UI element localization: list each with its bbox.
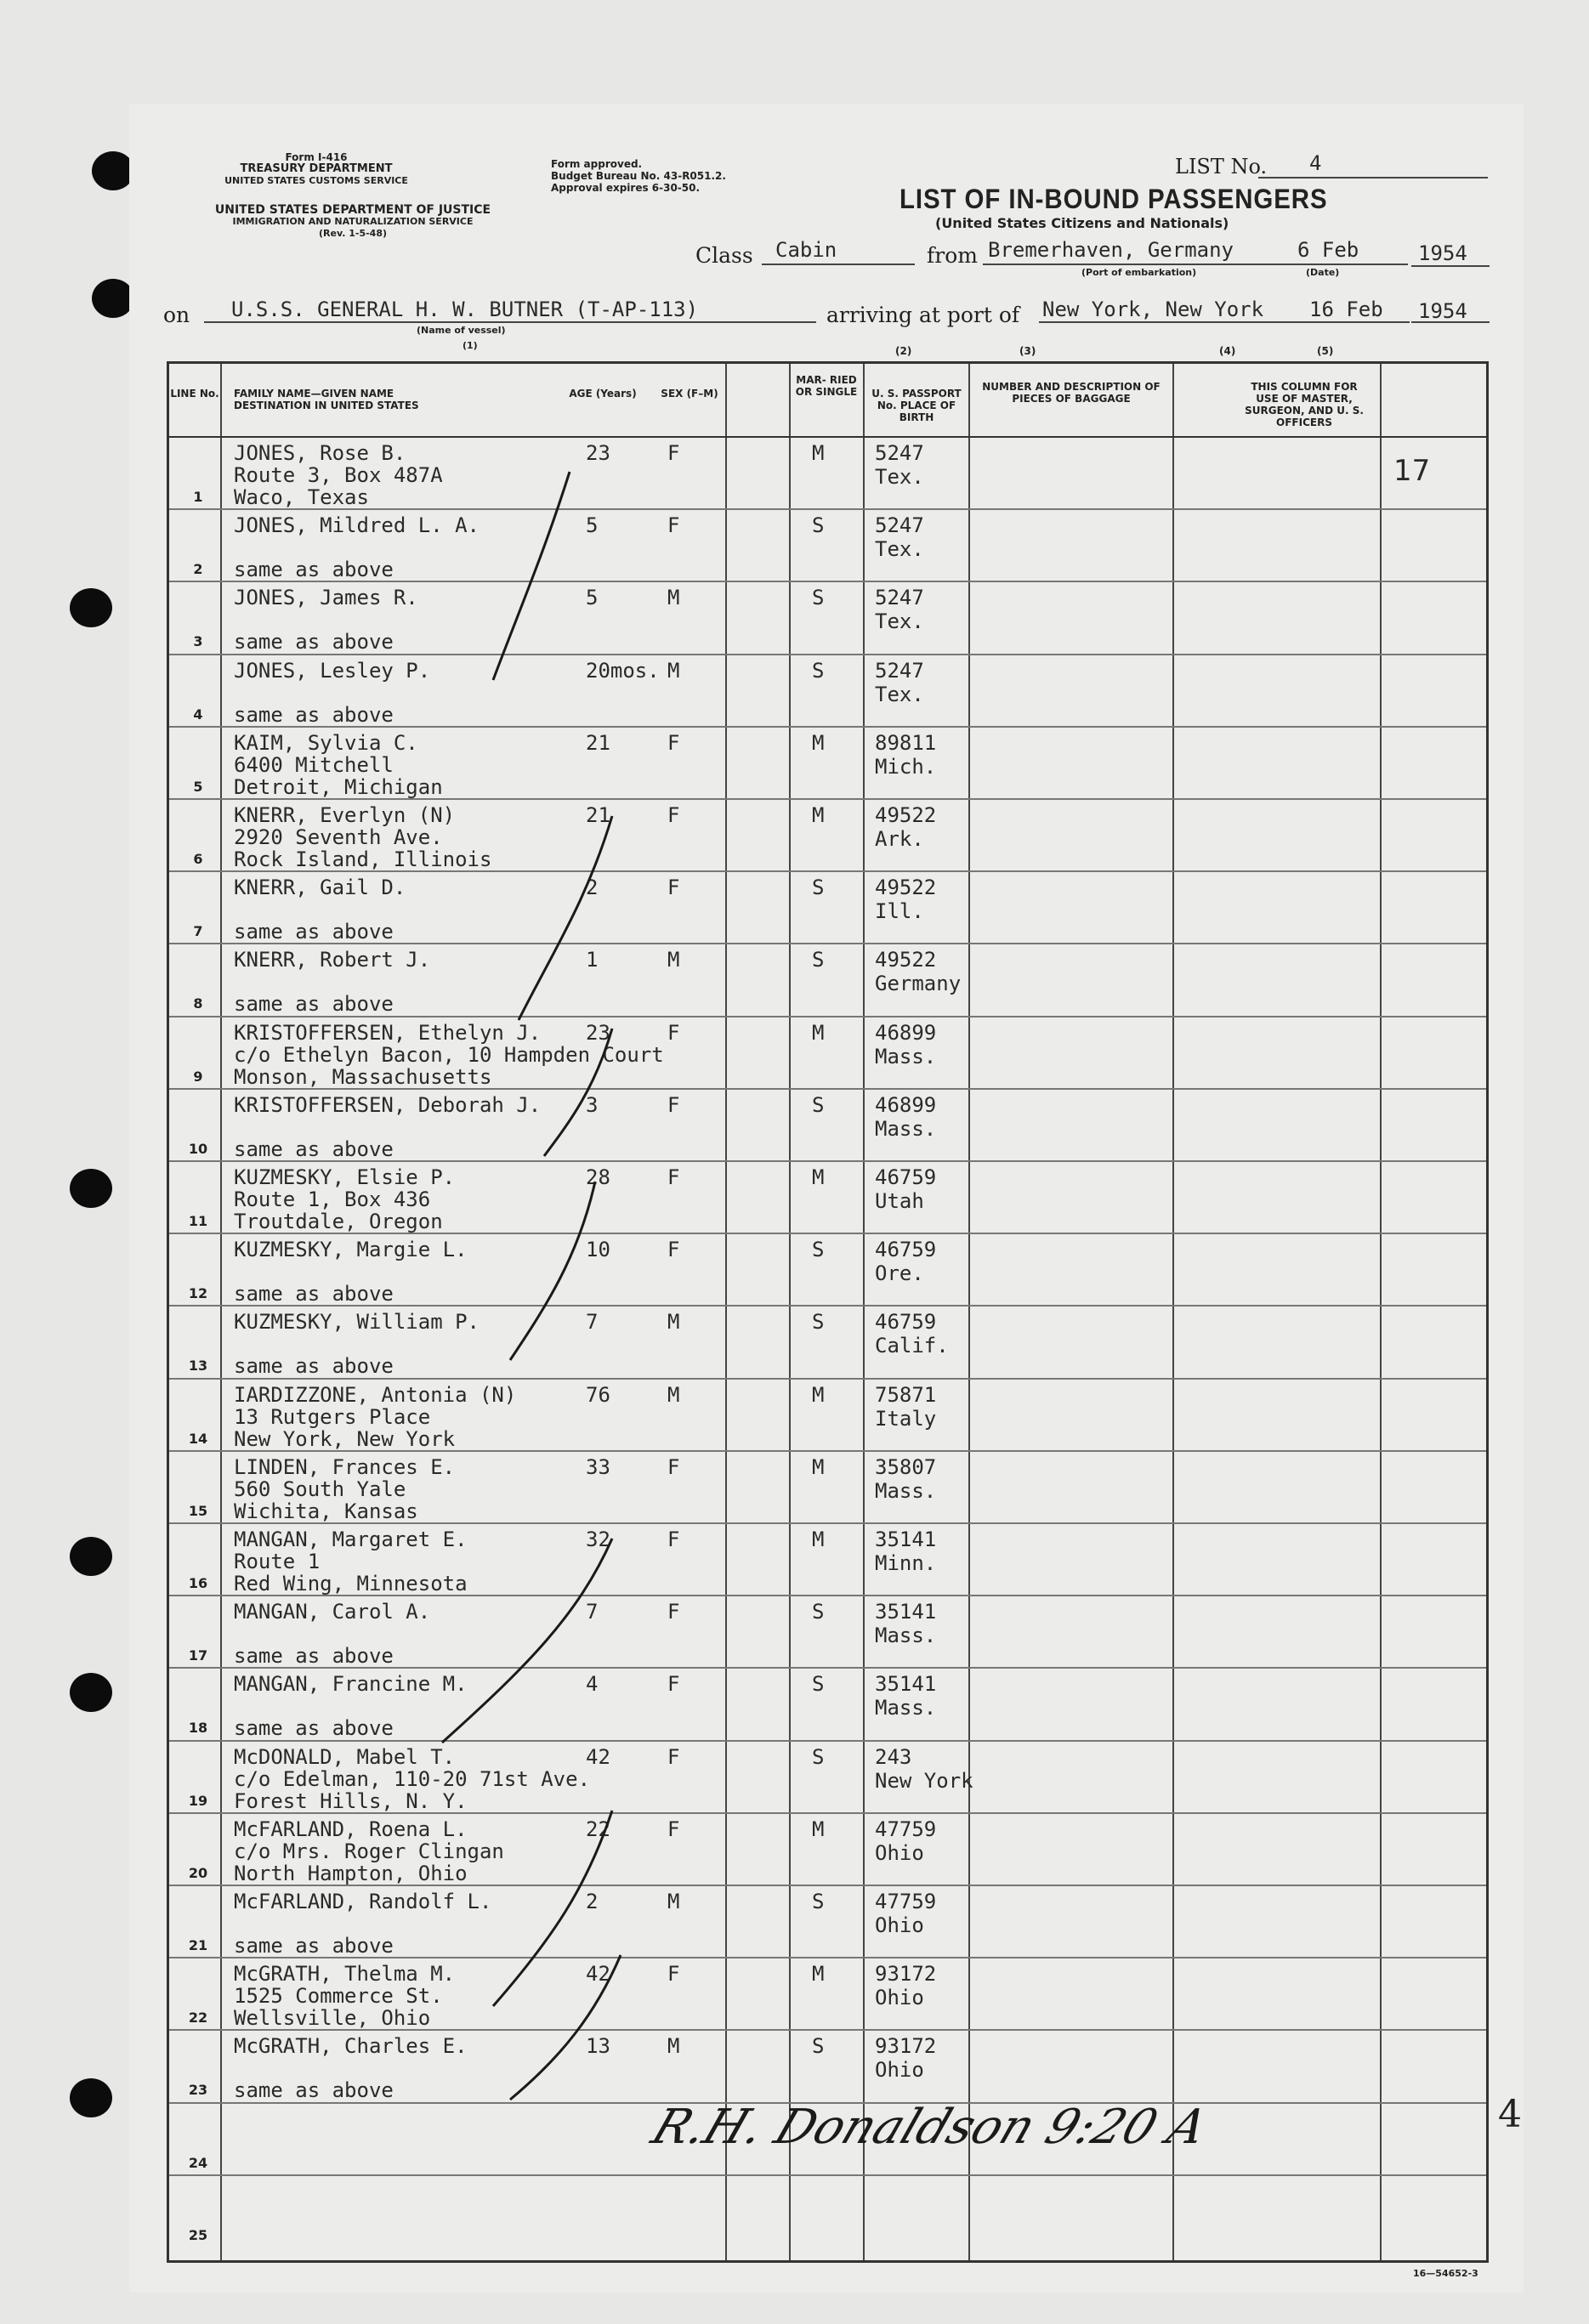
passenger-name: KNERR, Gail D. — [234, 876, 406, 900]
line-number: 21 — [188, 1937, 208, 1953]
marital-status: S — [812, 1092, 825, 1117]
place-of-birth: Mass. — [875, 1696, 937, 1720]
class-underline — [762, 264, 915, 265]
passenger-name: LINDEN, Frances E. — [234, 1454, 456, 1479]
passenger-name: MANGAN, Francine M. — [234, 1672, 468, 1697]
address-line-2: same as above — [234, 920, 394, 944]
header-line-no: LINE No. — [170, 388, 219, 400]
place-of-birth: Utah — [875, 1189, 924, 1213]
footer-code: 16—54652-3 — [1413, 2268, 1478, 2279]
passport-no: 93172 — [875, 1962, 937, 1987]
marital-status: S — [812, 948, 825, 972]
row-rule — [169, 870, 1486, 872]
binder-hole — [92, 151, 134, 190]
line-number: 7 — [193, 923, 203, 940]
place-of-birth: Mich. — [875, 754, 937, 779]
sex: F — [667, 1672, 680, 1697]
place-of-birth: Ark. — [875, 827, 924, 851]
marital-status: M — [812, 441, 825, 465]
header-rule — [169, 436, 1486, 438]
age: 76 — [586, 1382, 610, 1407]
date-caption: (Date) — [1306, 267, 1340, 278]
place-of-birth: Italy — [875, 1406, 937, 1431]
age: 7 — [586, 1600, 599, 1624]
passport-no: 47759 — [875, 1817, 937, 1841]
line-number: 24 — [188, 2154, 208, 2171]
age: 2 — [586, 1890, 599, 1913]
col-divider — [863, 364, 865, 2260]
row-rule — [169, 1667, 1486, 1669]
marital-status: M — [812, 1817, 825, 1841]
age: 32 — [586, 1528, 610, 1551]
age: 10 — [586, 1238, 610, 1262]
col-divider — [1380, 364, 1382, 2260]
passport-no: 49522 — [875, 876, 937, 900]
marital-status: S — [812, 876, 825, 900]
sex: M — [667, 658, 680, 683]
marital-status: S — [812, 586, 825, 610]
line-number: 2 — [193, 561, 203, 578]
age: 23 — [586, 441, 610, 465]
row-rule — [169, 1957, 1486, 1958]
passenger-name: McFARLAND, Randolf L. — [234, 1890, 492, 1913]
address-line-2: same as above — [234, 2078, 394, 2103]
approval-note: Form approved. — [551, 158, 643, 170]
passenger-name: IARDIZZONE, Antonia (N) — [234, 1382, 517, 1407]
passenger-name: McGRATH, Thelma M. — [234, 1962, 456, 1987]
approval-expires: Approval expires 6-30-50. — [551, 182, 701, 194]
year2-underline — [1411, 321, 1490, 323]
line-number: 5 — [193, 778, 203, 795]
line-number: 15 — [188, 1502, 208, 1519]
passenger-name: McGRATH, Charles E. — [234, 2034, 468, 2059]
marital-status: S — [812, 2034, 825, 2059]
address-line-1: 2920 Seventh Ave. — [234, 825, 443, 849]
sex: F — [667, 1165, 680, 1189]
row-rule — [169, 1305, 1486, 1307]
address-line-2: New York, New York — [234, 1426, 456, 1451]
age: 22 — [586, 1817, 610, 1841]
passport-no: 46759 — [875, 1165, 937, 1189]
inspector-signature: R.H. Donaldson 9:20 A — [644, 2100, 1215, 2155]
passenger-name: KRISTOFFERSEN, Deborah J. — [234, 1092, 542, 1117]
place-of-birth: Calif. — [875, 1334, 949, 1358]
row-rule — [169, 2029, 1486, 2031]
address-line-2: North Hampton, Ohio — [234, 1861, 468, 1885]
row-rule — [169, 726, 1486, 728]
port-caption: (Port of embarkation) — [1081, 267, 1197, 278]
age: 28 — [586, 1165, 610, 1189]
arrival-port: New York, New York — [1042, 298, 1264, 321]
passenger-name: JONES, Mildred L. A. — [234, 513, 480, 538]
sex: F — [667, 1238, 680, 1262]
doj-name: UNITED STATES DEPARTMENT OF JUSTICE — [214, 203, 491, 217]
passenger-name: JONES, Lesley P. — [234, 658, 431, 683]
on-label: on — [163, 303, 190, 327]
passenger-name: KNERR, Robert J. — [234, 948, 431, 972]
place-of-birth: Mass. — [875, 1116, 937, 1141]
address-line-1: Route 1, Box 436 — [234, 1188, 431, 1211]
age: 2 — [586, 876, 599, 900]
officer-count: 17 — [1393, 454, 1431, 488]
row-rule — [169, 1450, 1486, 1452]
list-no-label: LIST No. — [1175, 155, 1268, 179]
address-line-2: same as above — [234, 1282, 394, 1307]
passport-no: 75871 — [875, 1382, 937, 1407]
row-rule — [169, 1088, 1486, 1090]
sex: F — [667, 1092, 680, 1117]
col-num-5: (5) — [1317, 345, 1334, 357]
marital-status: M — [812, 1382, 825, 1407]
address-line-1: 560 South Yale — [234, 1477, 406, 1501]
address-line-2: same as above — [234, 1644, 394, 1669]
place-of-birth: Ohio — [875, 1986, 924, 2010]
passport-no: 89811 — [875, 730, 937, 755]
age: 21 — [586, 730, 610, 755]
line-number: 1 — [193, 489, 203, 505]
address-line-2: Wellsville, Ohio — [234, 2006, 431, 2031]
marital-status: S — [812, 658, 825, 683]
row-rule — [169, 1740, 1486, 1742]
sex: M — [667, 1310, 680, 1335]
address-line-2: same as above — [234, 992, 394, 1017]
age: 23 — [586, 1020, 610, 1045]
passport-no: 35807 — [875, 1454, 937, 1479]
port-of-embarkation: Bremerhaven, Germany — [988, 238, 1234, 262]
header-sex: SEX (F–M) — [661, 388, 718, 400]
row-rule — [169, 1522, 1486, 1524]
page-mark: 4 — [1498, 2093, 1522, 2136]
embark-year: 1954 — [1418, 241, 1467, 265]
from-label: from — [927, 243, 978, 268]
passport-no: 46759 — [875, 1310, 937, 1335]
passport-no: 93172 — [875, 2034, 937, 2059]
list-no-underline — [1258, 177, 1488, 179]
line-number: 6 — [193, 851, 203, 867]
marital-status: S — [812, 1600, 825, 1624]
line-number: 9 — [193, 1068, 203, 1085]
col-num-4: (4) — [1219, 345, 1236, 357]
row-rule — [169, 654, 1486, 655]
row-rule — [169, 1885, 1486, 1886]
passport-no: 46759 — [875, 1238, 937, 1262]
age: 33 — [586, 1454, 610, 1479]
binder-hole — [70, 2078, 112, 2117]
row-rule — [169, 1160, 1486, 1162]
sex: F — [667, 876, 680, 900]
age: 42 — [586, 1962, 610, 1987]
line-number: 22 — [188, 2009, 208, 2026]
marital-status: S — [812, 1310, 825, 1335]
ins-name: IMMIGRATION AND NATURALIZATION SERVICE — [232, 216, 474, 227]
embarkation-date: 6 Feb — [1297, 238, 1359, 262]
age: 1 — [586, 948, 599, 972]
address-line-1: c/o Edelman, 110-20 71st Ave. — [234, 1766, 591, 1791]
col-num-3: (3) — [1019, 345, 1036, 357]
sex: F — [667, 1962, 680, 1987]
line-number: 18 — [188, 1720, 208, 1737]
binder-hole — [92, 279, 134, 318]
row-rule — [169, 2174, 1486, 2176]
sex: F — [667, 441, 680, 465]
column-1-number: (1) — [463, 340, 478, 351]
address-line-2: Red Wing, Minnesota — [234, 1572, 468, 1596]
approval-block — [551, 158, 789, 194]
row-rule — [169, 1016, 1486, 1017]
embark-underline — [983, 264, 1408, 265]
row-rule — [169, 1378, 1486, 1380]
doj-block — [153, 204, 553, 240]
address-line-2: Forest Hills, N. Y. — [234, 1788, 468, 1813]
line-number: 11 — [188, 1213, 208, 1229]
place-of-birth: Tex. — [875, 609, 924, 634]
address-line-2: same as above — [234, 630, 394, 655]
address-line-2: same as above — [234, 1934, 394, 1958]
document-title: LIST OF IN-BOUND PASSENGERS — [899, 184, 1328, 214]
place-of-birth: Tex. — [875, 537, 924, 562]
place-of-birth: Tex. — [875, 465, 924, 489]
marital-status: M — [812, 803, 825, 827]
document-subtitle: (United States Citizens and Nationals) — [935, 215, 1229, 231]
age: 20mos. — [586, 658, 660, 683]
passenger-name: KRISTOFFERSEN, Ethelyn J. — [234, 1020, 542, 1045]
place-of-birth: Mass. — [875, 1624, 937, 1648]
sex: F — [667, 1600, 680, 1624]
row-rule — [169, 581, 1486, 582]
passenger-name: MANGAN, Carol A. — [234, 1600, 431, 1624]
sex: M — [667, 948, 680, 972]
customs-service: UNITED STATES CUSTOMS SERVICE — [224, 175, 408, 186]
sex: M — [667, 586, 680, 610]
binder-hole — [70, 1537, 112, 1576]
header-passport: U. S. PASSPORT No. PLACE OF BIRTH — [871, 388, 962, 423]
arrival-date: 16 Feb — [1309, 298, 1383, 321]
line-number: 8 — [193, 995, 203, 1012]
passport-no: 243 — [875, 1744, 912, 1769]
row-rule — [169, 943, 1486, 944]
row-rule — [169, 1812, 1486, 1814]
sex: F — [667, 730, 680, 755]
marital-status: S — [812, 1238, 825, 1262]
passport-no: 35141 — [875, 1600, 937, 1624]
passport-no: 47759 — [875, 1890, 937, 1913]
col-num-2: (2) — [895, 345, 912, 357]
sex: F — [667, 1020, 680, 1045]
place-of-birth: Tex. — [875, 682, 924, 706]
form-id-block — [223, 151, 410, 187]
address-line-2: Wichita, Kansas — [234, 1499, 418, 1523]
passport-no: 49522 — [875, 803, 937, 827]
passenger-name: KUZMESKY, William P. — [234, 1310, 480, 1335]
sex: F — [667, 1744, 680, 1769]
vessel-caption: (Name of vessel) — [417, 325, 506, 336]
sex: M — [667, 2034, 680, 2059]
marital-status: S — [812, 1672, 825, 1697]
col-divider — [1172, 364, 1174, 2260]
address-line-1: Route 1 — [234, 1550, 321, 1573]
address-line-1: 13 Rutgers Place — [234, 1404, 431, 1429]
row-rule — [169, 1595, 1486, 1596]
line-number: 25 — [188, 2226, 208, 2243]
place-of-birth: Ohio — [875, 2058, 924, 2083]
line-number: 4 — [193, 706, 203, 723]
place-of-birth: Ill. — [875, 899, 924, 924]
row-rule — [169, 1233, 1486, 1234]
line-number: 17 — [188, 1647, 208, 1664]
marital-status: M — [812, 730, 825, 755]
age: 21 — [586, 803, 610, 827]
passenger-name: MANGAN, Margaret E. — [234, 1528, 468, 1551]
col-divider — [789, 364, 791, 2260]
vessel-name: U.S.S. GENERAL H. W. BUTNER (T-AP-113) — [231, 298, 699, 321]
vessel-underline — [204, 321, 816, 323]
header-age: AGE (Years) — [569, 388, 637, 400]
arrival-underline — [1039, 321, 1410, 323]
address-line-2: same as above — [234, 702, 394, 727]
address-line-2: Troutdale, Oregon — [234, 1210, 443, 1233]
passport-no: 46899 — [875, 1020, 937, 1045]
place-of-birth: Ohio — [875, 1913, 924, 1937]
marital-status: M — [812, 1528, 825, 1551]
place-of-birth: Ore. — [875, 1261, 924, 1286]
place-of-birth: Minn. — [875, 1551, 937, 1575]
place-of-birth: Mass. — [875, 1478, 937, 1503]
sex: M — [667, 1382, 680, 1407]
list-no-value: 4 — [1309, 151, 1322, 175]
form-id: Form I-416 — [285, 151, 348, 163]
passenger-name: JONES, James R. — [234, 586, 418, 610]
marital-status: M — [812, 1454, 825, 1479]
address-line-1: c/o Mrs. Roger Clingan — [234, 1839, 504, 1863]
class-label: Class — [695, 243, 753, 268]
address-line-2: same as above — [234, 1354, 394, 1379]
line-number: 13 — [188, 1358, 208, 1375]
passenger-name: McFARLAND, Roena L. — [234, 1817, 468, 1841]
passport-no: 5247 — [875, 513, 924, 538]
sex: F — [667, 1528, 680, 1551]
age: 4 — [586, 1672, 599, 1697]
passenger-name: KAIM, Sylvia C. — [234, 730, 418, 755]
address-line-1: 1525 Commerce St. — [234, 1984, 443, 2009]
header-name: FAMILY NAME—GIVEN NAME DESTINATION IN UNITED STATES — [234, 388, 419, 411]
passport-no: 5247 — [875, 586, 924, 610]
address-line-2: Monson, Massachusetts — [234, 1064, 492, 1089]
header-baggage: NUMBER AND DESCRIPTION OF PIECES OF BAGGAGE — [982, 381, 1161, 405]
address-line-2: same as above — [234, 1136, 394, 1161]
year1-underline — [1411, 265, 1490, 267]
marital-status: S — [812, 1890, 825, 1913]
address-line-2: Rock Island, Illinois — [234, 847, 492, 871]
age: 3 — [586, 1092, 599, 1117]
arrival-year: 1954 — [1418, 299, 1467, 323]
passenger-name: KUZMESKY, Margie L. — [234, 1238, 468, 1262]
line-number: 20 — [188, 1864, 208, 1881]
place-of-birth: Ohio — [875, 1840, 924, 1865]
line-number: 16 — [188, 1575, 208, 1591]
passport-no: 5247 — [875, 441, 924, 465]
binder-hole — [70, 588, 112, 627]
passport-no: 5247 — [875, 658, 924, 683]
binder-hole — [70, 1169, 112, 1208]
marital-status: M — [812, 1962, 825, 1987]
budget-bureau: Budget Bureau No. 43-R051.2. — [551, 170, 726, 182]
row-rule — [169, 798, 1486, 800]
age: 5 — [586, 586, 599, 610]
age: 13 — [586, 2034, 610, 2059]
line-number: 19 — [188, 1792, 208, 1809]
place-of-birth: New York — [875, 1768, 973, 1793]
address-line-2: Waco, Texas — [234, 485, 369, 509]
sex: F — [667, 513, 680, 538]
form-revision: (Rev. 1-5-48) — [318, 228, 387, 239]
age: 5 — [586, 513, 599, 538]
class-value: Cabin — [775, 238, 837, 262]
place-of-birth: Mass. — [875, 1044, 937, 1068]
line-number: 10 — [188, 1140, 208, 1157]
age: 42 — [586, 1744, 610, 1769]
passenger-name: KNERR, Everlyn (N) — [234, 803, 456, 827]
passport-no: 35141 — [875, 1672, 937, 1697]
address-line-1: c/o Ethelyn Bacon, 10 Hampden Court — [234, 1042, 664, 1067]
marital-status: M — [812, 1165, 825, 1189]
passenger-name: KUZMESKY, Elsie P. — [234, 1165, 456, 1189]
treasury-dept: TREASURY DEPARTMENT — [240, 162, 393, 175]
age: 7 — [586, 1310, 599, 1335]
address-line-2: Detroit, Michigan — [234, 774, 443, 799]
arriving-label: arriving at port of — [826, 303, 1020, 327]
passenger-table — [167, 345, 1489, 2263]
line-number: 12 — [188, 1285, 208, 1302]
passport-no: 49522 — [875, 948, 937, 972]
sex: F — [667, 1817, 680, 1841]
passport-no: 35141 — [875, 1528, 937, 1551]
passenger-name: McDONALD, Mabel T. — [234, 1744, 456, 1769]
passport-no: 46899 — [875, 1092, 937, 1117]
address-line-1: Route 3, Box 487A — [234, 463, 443, 487]
address-line-2: same as above — [234, 558, 394, 582]
row-rule — [169, 508, 1486, 510]
col-divider — [968, 364, 970, 2260]
binder-hole — [70, 1673, 112, 1712]
passenger-name: JONES, Rose B. — [234, 441, 406, 465]
header-married: MAR- RIED OR SINGLE — [795, 374, 858, 398]
line-number: 14 — [188, 1430, 208, 1447]
place-of-birth: Germany — [875, 972, 962, 996]
sex: F — [667, 1454, 680, 1479]
marital-status: S — [812, 513, 825, 538]
line-number: 3 — [193, 633, 203, 650]
marital-status: S — [812, 1744, 825, 1769]
address-line-2: same as above — [234, 1716, 394, 1741]
marital-status: M — [812, 1020, 825, 1045]
sex: F — [667, 803, 680, 827]
address-line-1: 6400 Mitchell — [234, 752, 394, 777]
line-number: 23 — [188, 2082, 208, 2099]
col-divider — [725, 364, 727, 2260]
header-officers: THIS COLUMN FOR USE OF MASTER, SURGEON, AND U. S. OFFICERS — [1245, 381, 1364, 428]
sex: M — [667, 1890, 680, 1913]
